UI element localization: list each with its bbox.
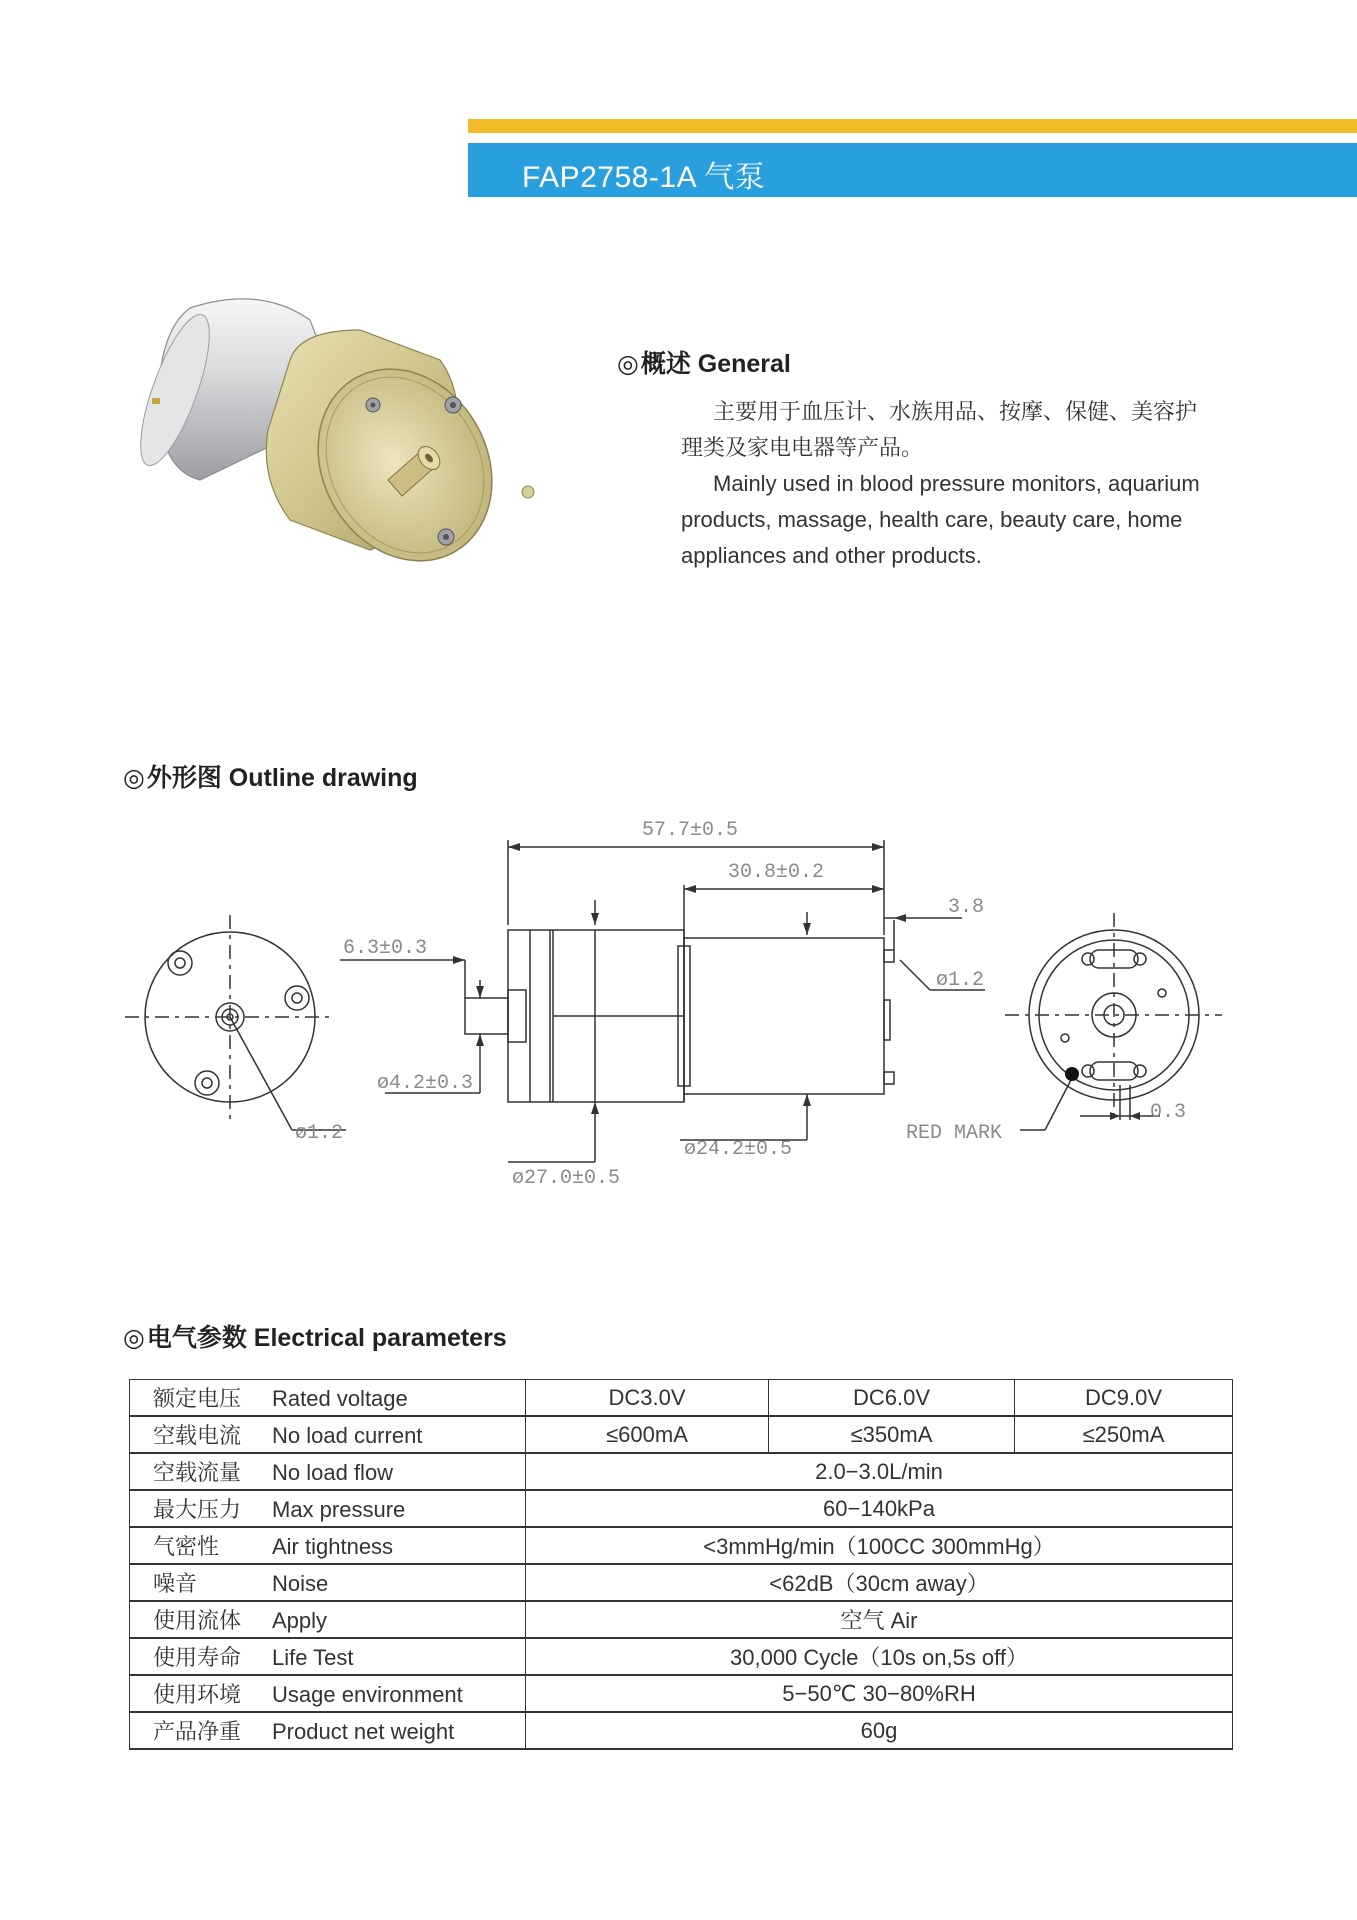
electrical-parameters-table [129,1379,1233,1750]
header-accent-bar [468,119,1357,133]
general-text-cn: 主要用于血压计、水族用品、按摩、保健、美容护理类及家电电器等产品。 [681,399,1198,460]
table-row: 噪音 Noise <62dB（30cm away） [130,1564,1233,1601]
dim-overall-length: 57.7±0.5 [642,819,739,842]
dim-gap: 0.3 [1150,1101,1187,1124]
dim-shaft-length: 6.3±0.3 [343,937,428,960]
table-row: 使用流体 Apply 空气 Air [130,1601,1233,1638]
red-mark-label: RED MARK [906,1122,1003,1145]
outline-heading: ◎外形图 Outline drawing [123,764,418,792]
product-photo [140,290,560,610]
table-row: 使用寿命 Life Test 30,000 Cycle（10s on,5s off） [130,1638,1233,1675]
dim-terminal: 3.8 [948,896,985,919]
dim-terminal-hole: ø1.2 [936,969,985,992]
table-row: 额定电压 Rated voltage DC3.0V DC6.0V DC9.0V [130,1380,1233,1417]
general-heading: ◎概述 General [617,350,791,378]
page-title: FAP2758-1A 气泵 [522,161,766,194]
table-row: 最大压力 Max pressure 60−140kPa [130,1490,1233,1527]
general-description [681,394,1201,574]
general-text-en: Mainly used in blood pressure monitors, aquarium products, massage, health care, beauty care, home appliances and other products. [681,471,1200,568]
table-row: 空载流量 No load flow 2.0−3.0L/min [130,1453,1233,1490]
table-row: 气密性 Air tightness <3mmHg/min（100CC 300mmHg） [130,1527,1233,1564]
table-row: 产品净重 Product net weight 60g [130,1712,1233,1749]
outline-drawing [110,800,1240,1200]
table-row: 使用环境 Usage environment 5−50℃ 30−80%RH [130,1675,1233,1712]
header-title-bar [468,143,1357,197]
dim-motor-length: 30.8±0.2 [728,861,825,884]
dim-pump-dia: ø27.0±0.5 [512,1167,621,1190]
table-row: 空载电流 No load current ≤600mA ≤350mA ≤250mA [130,1416,1233,1453]
dim-motor-dia: ø24.2±0.5 [684,1138,793,1161]
electrical-heading: ◎电气参数 Electrical parameters [123,1324,507,1352]
dim-front-hole: ø1.2 [295,1122,344,1145]
dim-shaft-dia: ø4.2±0.3 [377,1072,474,1095]
